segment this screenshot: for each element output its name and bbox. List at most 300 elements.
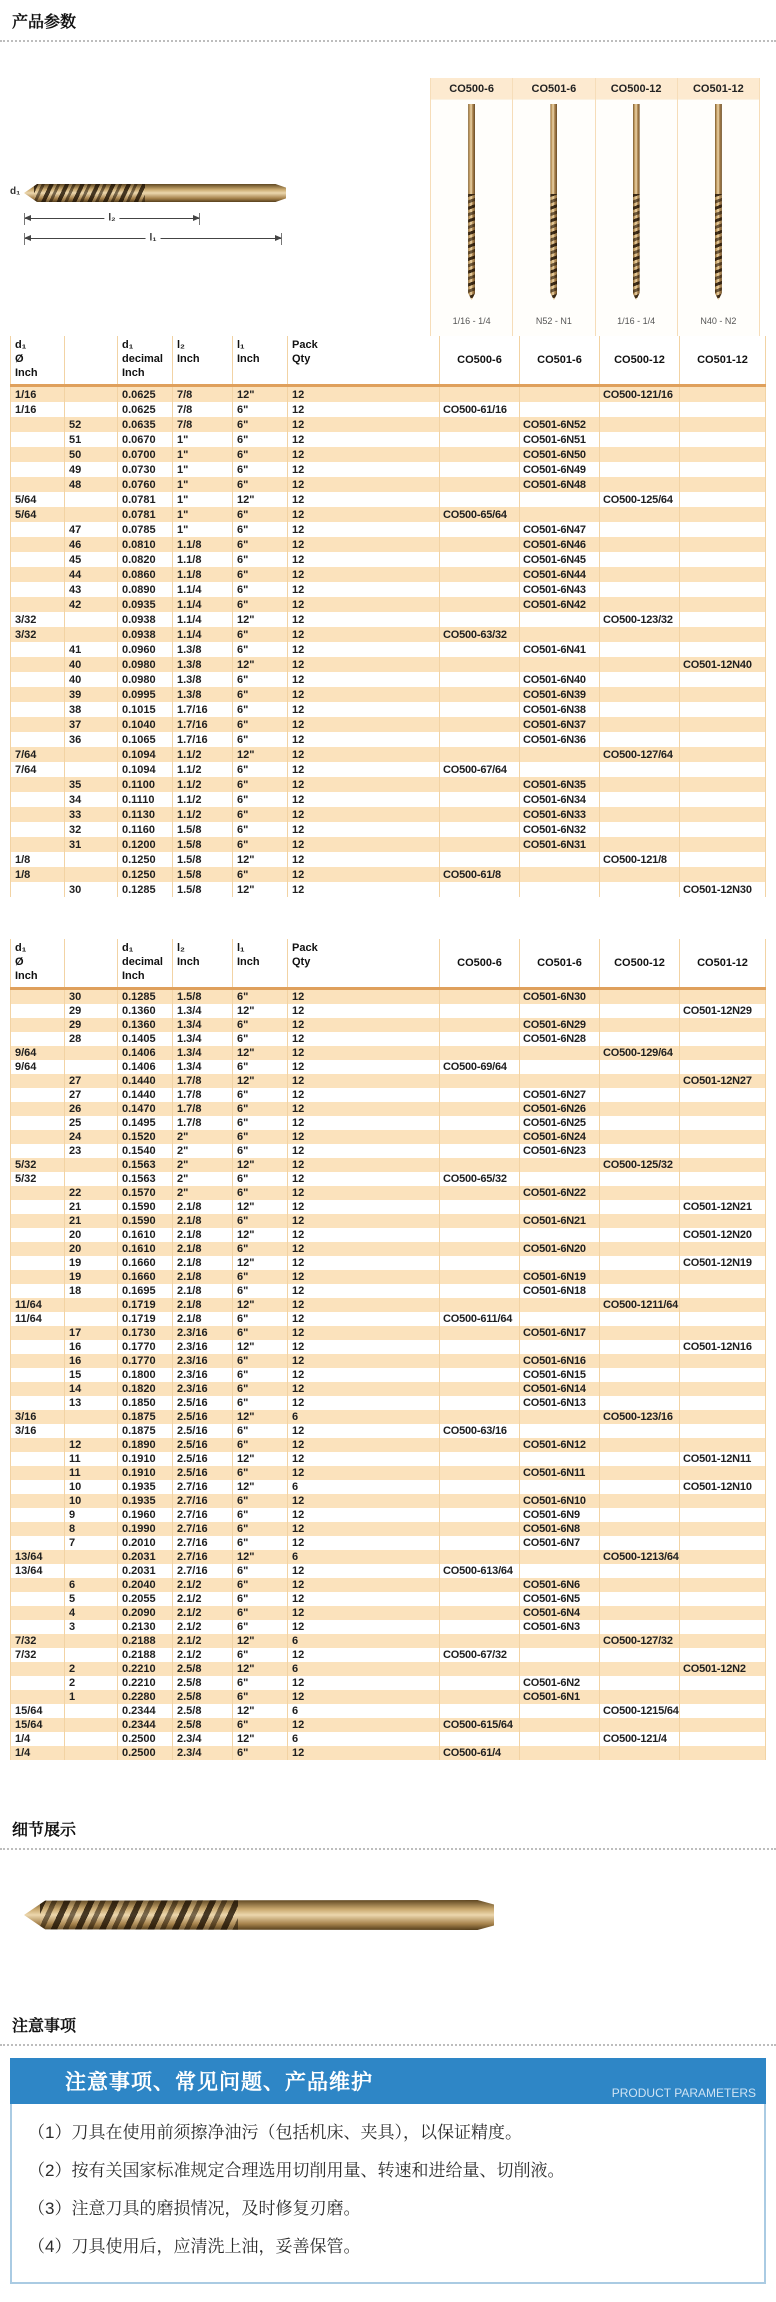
spec-cell: 0.0781 bbox=[118, 492, 173, 507]
spec-cell: 6" bbox=[233, 1270, 288, 1284]
spec-cell bbox=[10, 1690, 65, 1704]
spec-cell: 6 bbox=[288, 1732, 440, 1746]
table-row bbox=[10, 1354, 766, 1368]
table-row bbox=[10, 1158, 766, 1172]
spec-cell bbox=[65, 1424, 118, 1438]
spec-cell bbox=[10, 1284, 65, 1298]
part-number-cell bbox=[440, 1382, 520, 1396]
spec-cell: 0.0700 bbox=[118, 447, 173, 462]
spec-cell bbox=[65, 1312, 118, 1326]
spec-cell bbox=[65, 1564, 118, 1578]
part-number-cell bbox=[440, 1200, 520, 1214]
part-number-cell bbox=[680, 552, 766, 567]
part-number-cell bbox=[440, 852, 520, 867]
spec-cell: 6" bbox=[233, 597, 288, 612]
spec-cell: 0.1590 bbox=[118, 1200, 173, 1214]
spec-cell: 12 bbox=[288, 1074, 440, 1088]
spec-cell bbox=[10, 990, 65, 1004]
part-number-cell: CO501-6N50 bbox=[520, 447, 600, 462]
spec-cell bbox=[10, 792, 65, 807]
part-number-cell: CO501-6N47 bbox=[520, 522, 600, 537]
spec-cell bbox=[65, 627, 118, 642]
spec-cell: 12" bbox=[233, 1158, 288, 1172]
spec-cell: 12 bbox=[288, 1494, 440, 1508]
spec-cell: 12 bbox=[288, 507, 440, 522]
part-number-cell bbox=[440, 1452, 520, 1466]
spec-cell: 27 bbox=[65, 1074, 118, 1088]
part-number-cell bbox=[680, 1634, 766, 1648]
spec-cell: 0.2188 bbox=[118, 1634, 173, 1648]
part-number-cell bbox=[680, 447, 766, 462]
spec-cell: 9 bbox=[65, 1508, 118, 1522]
table-row bbox=[10, 837, 766, 852]
part-number-cell bbox=[440, 1410, 520, 1424]
part-number-cell: CO501-6N8 bbox=[520, 1522, 600, 1536]
spec-cell: 12 bbox=[288, 597, 440, 612]
part-number-cell bbox=[440, 657, 520, 672]
part-number-cell bbox=[440, 1004, 520, 1018]
spec-cell: 2" bbox=[173, 1144, 233, 1158]
part-number-cell bbox=[440, 432, 520, 447]
part-number-cell: CO501-12N27 bbox=[680, 1074, 766, 1088]
spec-cell bbox=[10, 822, 65, 837]
part-number-cell bbox=[520, 882, 600, 897]
spec-cell: 15/64 bbox=[10, 1704, 65, 1718]
spec-cell: 0.1610 bbox=[118, 1242, 173, 1256]
part-number-cell bbox=[520, 762, 600, 777]
dotted-divider bbox=[0, 2044, 776, 2046]
table-row bbox=[10, 1648, 766, 1662]
part-number-cell bbox=[520, 612, 600, 627]
part-number-cell: CO500-67/64 bbox=[440, 762, 520, 777]
drill-bit-side-image bbox=[24, 184, 286, 202]
spec-cell: 0.2188 bbox=[118, 1648, 173, 1662]
part-number-cell: CO500-63/32 bbox=[440, 627, 520, 642]
drill-image-zone bbox=[678, 100, 759, 313]
part-number-cell bbox=[600, 582, 680, 597]
spec-cell: 6" bbox=[233, 1438, 288, 1452]
spec-cell: 0.1730 bbox=[118, 1326, 173, 1340]
spec-cell: 2.3/16 bbox=[173, 1326, 233, 1340]
spec-cell: 15/64 bbox=[10, 1718, 65, 1732]
spec-cell: 12 bbox=[288, 537, 440, 552]
part-number-cell: CO501-12N16 bbox=[680, 1340, 766, 1354]
table-row bbox=[10, 1438, 766, 1452]
part-number-cell bbox=[680, 1620, 766, 1634]
table-row bbox=[10, 1326, 766, 1340]
spec-cell bbox=[10, 1452, 65, 1466]
vertical-drill-image bbox=[633, 104, 640, 300]
part-number-cell: CO500-61/4 bbox=[440, 1746, 520, 1760]
spec-cell: 6" bbox=[233, 582, 288, 597]
part-number-cell bbox=[600, 1004, 680, 1018]
table-row bbox=[10, 1046, 766, 1060]
spec-cell bbox=[65, 402, 118, 417]
spec-cell: 12" bbox=[233, 612, 288, 627]
spec-cell bbox=[65, 1648, 118, 1662]
part-number-cell: CO501-6N2 bbox=[520, 1676, 600, 1690]
spec-cell: 0.1719 bbox=[118, 1312, 173, 1326]
spec-cell: 0.1100 bbox=[118, 777, 173, 792]
spec-cell bbox=[65, 1046, 118, 1060]
part-number-cell bbox=[440, 822, 520, 837]
spec-cell: 31 bbox=[65, 837, 118, 852]
spec-cell: 5/32 bbox=[10, 1158, 65, 1172]
part-number-cell bbox=[440, 567, 520, 582]
spec-cell: 12 bbox=[288, 642, 440, 657]
spec-cell: 2" bbox=[173, 1186, 233, 1200]
table-row bbox=[10, 672, 766, 687]
spec-cell: 5/32 bbox=[10, 1172, 65, 1186]
spec-cell: 12" bbox=[233, 1046, 288, 1060]
model-comparison-panel bbox=[430, 78, 760, 336]
spec-cell: 12 bbox=[288, 1620, 440, 1634]
part-number-cell bbox=[440, 747, 520, 762]
table-row bbox=[10, 1172, 766, 1186]
spec-cell: 6" bbox=[233, 822, 288, 837]
part-number-cell bbox=[600, 1480, 680, 1494]
part-number-cell bbox=[440, 1088, 520, 1102]
spec-cell: 1.7/8 bbox=[173, 1074, 233, 1088]
spec-cell bbox=[10, 1116, 65, 1130]
part-number-cell bbox=[600, 1648, 680, 1662]
model-label: CO501-12 bbox=[678, 78, 759, 100]
spec-cell bbox=[10, 1508, 65, 1522]
part-number-cell: CO501-6N22 bbox=[520, 1186, 600, 1200]
part-number-cell bbox=[680, 567, 766, 582]
table-row bbox=[10, 537, 766, 552]
spec-cell: 1.7/16 bbox=[173, 702, 233, 717]
part-number-cell bbox=[600, 402, 680, 417]
spec-cell: 1" bbox=[173, 492, 233, 507]
part-number-cell bbox=[680, 1550, 766, 1564]
part-number-cell: CO501-6N9 bbox=[520, 1508, 600, 1522]
spec-cell: 12 bbox=[288, 1326, 440, 1340]
spec-cell: 1.1/4 bbox=[173, 627, 233, 642]
spec-cell: 6" bbox=[233, 1354, 288, 1368]
part-number-cell bbox=[440, 1326, 520, 1340]
column-header-co500-12: CO500-12 bbox=[600, 939, 680, 987]
part-number-cell: CO500-63/16 bbox=[440, 1424, 520, 1438]
spec-cell: 12" bbox=[233, 1480, 288, 1494]
part-number-cell bbox=[680, 1046, 766, 1060]
part-number-cell: CO501-6N31 bbox=[520, 837, 600, 852]
spec-cell: 0.0760 bbox=[118, 477, 173, 492]
spec-cell: 2.7/16 bbox=[173, 1480, 233, 1494]
spec-cell: 3/16 bbox=[10, 1424, 65, 1438]
spec-cell: 6 bbox=[65, 1578, 118, 1592]
spec-cell: 18 bbox=[65, 1284, 118, 1298]
spec-cell: 1 bbox=[65, 1690, 118, 1704]
spec-cell bbox=[10, 1102, 65, 1116]
part-number-cell bbox=[440, 1550, 520, 1564]
spec-cell: 2.5/8 bbox=[173, 1704, 233, 1718]
column-header: d₁ decimal Inch bbox=[118, 939, 173, 987]
spec-cell: 12 bbox=[288, 1396, 440, 1410]
spec-cell: 6" bbox=[233, 1130, 288, 1144]
part-number-cell bbox=[440, 1536, 520, 1550]
table-row bbox=[10, 522, 766, 537]
part-number-cell bbox=[440, 1620, 520, 1634]
part-number-cell: CO500-123/16 bbox=[600, 1410, 680, 1424]
spec-cell bbox=[65, 1704, 118, 1718]
part-number-cell bbox=[520, 1634, 600, 1648]
spec-cell: 12 bbox=[288, 1214, 440, 1228]
column-header: l₂ Inch bbox=[173, 939, 233, 987]
part-number-cell bbox=[600, 1522, 680, 1536]
spec-cell: 6" bbox=[233, 462, 288, 477]
spec-cell bbox=[10, 1662, 65, 1676]
part-number-cell: CO501-6N28 bbox=[520, 1032, 600, 1046]
spec-cell: 0.1495 bbox=[118, 1116, 173, 1130]
table-header-row bbox=[10, 336, 766, 387]
table-row bbox=[10, 1200, 766, 1214]
spec-cell: 0.1610 bbox=[118, 1228, 173, 1242]
spec-cell: 6" bbox=[233, 447, 288, 462]
spec-cell bbox=[10, 537, 65, 552]
part-number-cell: CO501-12N40 bbox=[680, 657, 766, 672]
part-number-cell bbox=[520, 492, 600, 507]
part-number-cell bbox=[600, 1382, 680, 1396]
part-number-cell bbox=[440, 1732, 520, 1746]
spec-cell bbox=[10, 1326, 65, 1340]
part-number-cell bbox=[680, 477, 766, 492]
part-number-cell bbox=[600, 1102, 680, 1116]
spec-cell: 3/16 bbox=[10, 1410, 65, 1424]
column-header bbox=[65, 939, 118, 987]
part-number-cell bbox=[600, 1270, 680, 1284]
part-number-cell bbox=[440, 777, 520, 792]
spec-cell: 2.1/2 bbox=[173, 1648, 233, 1662]
model-column-co500-12 bbox=[595, 78, 677, 336]
spec-cell: 6" bbox=[233, 717, 288, 732]
part-number-cell: CO500-127/32 bbox=[600, 1634, 680, 1648]
spec-cell: 6" bbox=[233, 762, 288, 777]
spec-cell: 12 bbox=[288, 1284, 440, 1298]
spec-cell: 12 bbox=[288, 1186, 440, 1200]
spec-cell: 0.1875 bbox=[118, 1424, 173, 1438]
part-number-cell bbox=[600, 1060, 680, 1074]
spec-cell: 12 bbox=[288, 1578, 440, 1592]
table-row bbox=[10, 1662, 766, 1676]
spec-cell bbox=[65, 612, 118, 627]
spec-cell: 0.1719 bbox=[118, 1298, 173, 1312]
table-row bbox=[10, 1578, 766, 1592]
part-number-cell bbox=[600, 1676, 680, 1690]
spec-table-1 bbox=[10, 336, 766, 897]
spec-cell: 6" bbox=[233, 1522, 288, 1536]
table-row bbox=[10, 762, 766, 777]
spec-cell: 6" bbox=[233, 1312, 288, 1326]
spec-cell: 6" bbox=[233, 1466, 288, 1480]
spec-cell: 1.7/8 bbox=[173, 1088, 233, 1102]
part-number-cell bbox=[520, 1046, 600, 1060]
spec-cell: 0.1563 bbox=[118, 1158, 173, 1172]
part-number-cell: CO501-12N19 bbox=[680, 1256, 766, 1270]
table-row bbox=[10, 1424, 766, 1438]
table-row bbox=[10, 1228, 766, 1242]
spec-cell: 12 bbox=[288, 1382, 440, 1396]
spec-cell: 0.1130 bbox=[118, 807, 173, 822]
part-number-cell bbox=[680, 717, 766, 732]
part-number-cell: CO501-6N42 bbox=[520, 597, 600, 612]
part-number-cell bbox=[600, 1088, 680, 1102]
spec-cell bbox=[65, 747, 118, 762]
spec-cell: 0.2280 bbox=[118, 1690, 173, 1704]
spec-cell bbox=[65, 492, 118, 507]
table-row bbox=[10, 1284, 766, 1298]
spec-cell: 2.7/16 bbox=[173, 1508, 233, 1522]
spec-cell: 1/4 bbox=[10, 1746, 65, 1760]
spec-cell: 0.1094 bbox=[118, 762, 173, 777]
spec-cell: 1" bbox=[173, 447, 233, 462]
spec-cell: 6" bbox=[233, 1102, 288, 1116]
part-number-cell: CO501-6N5 bbox=[520, 1592, 600, 1606]
spec-cell: 1" bbox=[173, 507, 233, 522]
table-row bbox=[10, 657, 766, 672]
table-row bbox=[10, 567, 766, 582]
spec-cell: 1.7/8 bbox=[173, 1102, 233, 1116]
spec-cell bbox=[10, 477, 65, 492]
spec-cell: 12" bbox=[233, 1662, 288, 1676]
spec-cell: 6" bbox=[233, 1746, 288, 1760]
spec-cell: 2.1/8 bbox=[173, 1284, 233, 1298]
spec-cell: 6" bbox=[233, 522, 288, 537]
spec-cell: 32 bbox=[65, 822, 118, 837]
spec-cell bbox=[10, 1018, 65, 1032]
spec-cell: 12 bbox=[288, 1746, 440, 1760]
table-row bbox=[10, 1480, 766, 1494]
spec-cell: 1.7/16 bbox=[173, 732, 233, 747]
spec-cell: 12 bbox=[288, 1354, 440, 1368]
part-number-cell bbox=[680, 702, 766, 717]
spec-cell: 6" bbox=[233, 402, 288, 417]
part-number-cell bbox=[520, 387, 600, 402]
part-number-cell bbox=[440, 1704, 520, 1718]
spec-cell: 12 bbox=[288, 522, 440, 537]
spec-cell: 12 bbox=[288, 1466, 440, 1480]
spec-cell: 2.1/8 bbox=[173, 1242, 233, 1256]
spec-cell: 2.5/16 bbox=[173, 1396, 233, 1410]
table-row bbox=[10, 867, 766, 882]
part-number-cell bbox=[680, 1116, 766, 1130]
spec-cell: 10 bbox=[65, 1480, 118, 1494]
spec-cell: 0.0730 bbox=[118, 462, 173, 477]
spec-cell bbox=[10, 1214, 65, 1228]
spec-cell: 0.1015 bbox=[118, 702, 173, 717]
spec-cell: 0.1910 bbox=[118, 1452, 173, 1466]
part-number-cell: CO500-1211/64 bbox=[600, 1298, 680, 1312]
spec-cell: 12 bbox=[288, 462, 440, 477]
part-number-cell bbox=[680, 1676, 766, 1690]
spec-cell bbox=[65, 1550, 118, 1564]
spec-cell: 12" bbox=[233, 1634, 288, 1648]
spec-cell: 2.5/16 bbox=[173, 1466, 233, 1480]
spec-cell: 0.0980 bbox=[118, 657, 173, 672]
part-number-cell bbox=[680, 837, 766, 852]
part-number-cell bbox=[440, 882, 520, 897]
spec-cell: 34 bbox=[65, 792, 118, 807]
part-number-cell: CO501-6N13 bbox=[520, 1396, 600, 1410]
spec-cell: 6" bbox=[233, 777, 288, 792]
spec-cell: 0.1360 bbox=[118, 1004, 173, 1018]
spec-cell: 7/8 bbox=[173, 417, 233, 432]
spec-cell: 0.1910 bbox=[118, 1466, 173, 1480]
spec-cell: 1.1/2 bbox=[173, 792, 233, 807]
part-number-cell: CO501-6N17 bbox=[520, 1326, 600, 1340]
spec-cell bbox=[65, 852, 118, 867]
spec-cell: 3/32 bbox=[10, 627, 65, 642]
part-number-cell bbox=[520, 507, 600, 522]
spec-cell: 0.1406 bbox=[118, 1060, 173, 1074]
spec-cell: 1.5/8 bbox=[173, 867, 233, 882]
spec-cell: 0.1820 bbox=[118, 1382, 173, 1396]
part-number-cell bbox=[520, 1746, 600, 1760]
spec-cell bbox=[10, 1368, 65, 1382]
part-number-cell bbox=[600, 462, 680, 477]
table-row bbox=[10, 1620, 766, 1634]
part-number-cell bbox=[680, 1270, 766, 1284]
spec-cell: 12 bbox=[288, 1256, 440, 1270]
part-number-cell: CO501-6N19 bbox=[520, 1270, 600, 1284]
spec-cell: 0.2500 bbox=[118, 1746, 173, 1760]
spec-cell: 0.1040 bbox=[118, 717, 173, 732]
part-number-cell bbox=[520, 1228, 600, 1242]
spec-cell: 2.1/8 bbox=[173, 1200, 233, 1214]
spec-cell: 12 bbox=[288, 477, 440, 492]
spec-cell: 1.7/8 bbox=[173, 1116, 233, 1130]
spec-cell bbox=[10, 1606, 65, 1620]
size-range-label: N52 - N1 bbox=[513, 313, 594, 336]
dimension-tick bbox=[24, 233, 25, 245]
part-number-cell bbox=[600, 990, 680, 1004]
spec-cell: 12 bbox=[288, 1032, 440, 1046]
dimension-label-d1: d₁ bbox=[10, 186, 21, 197]
dimension-label-l1: l₁ bbox=[146, 232, 161, 243]
table-row bbox=[10, 702, 766, 717]
spec-cell: 1" bbox=[173, 432, 233, 447]
spec-cell: 6" bbox=[233, 1172, 288, 1186]
part-number-cell bbox=[600, 1172, 680, 1186]
spec-cell: 12" bbox=[233, 1732, 288, 1746]
spec-cell: 6" bbox=[233, 1620, 288, 1634]
part-number-cell bbox=[600, 552, 680, 567]
table-row bbox=[10, 477, 766, 492]
part-number-cell bbox=[600, 537, 680, 552]
spec-cell: 6" bbox=[233, 567, 288, 582]
spec-cell: 6" bbox=[233, 1648, 288, 1662]
table-row bbox=[10, 507, 766, 522]
part-number-cell bbox=[600, 1032, 680, 1046]
spec-cell: 12" bbox=[233, 492, 288, 507]
part-number-cell bbox=[680, 990, 766, 1004]
spec-cell bbox=[10, 1270, 65, 1284]
spec-cell: 2.1/2 bbox=[173, 1634, 233, 1648]
spec-cell: 14 bbox=[65, 1382, 118, 1396]
spec-cell: 9/64 bbox=[10, 1060, 65, 1074]
part-number-cell bbox=[680, 732, 766, 747]
spec-cell: 0.1094 bbox=[118, 747, 173, 762]
spec-cell bbox=[10, 1144, 65, 1158]
spec-cell bbox=[65, 1158, 118, 1172]
part-number-cell bbox=[520, 1648, 600, 1662]
spec-cell: 6" bbox=[233, 432, 288, 447]
spec-cell: 12 bbox=[288, 492, 440, 507]
spec-cell: 6" bbox=[233, 507, 288, 522]
part-number-cell bbox=[680, 387, 766, 402]
part-number-cell bbox=[520, 1718, 600, 1732]
part-number-cell bbox=[520, 1732, 600, 1746]
